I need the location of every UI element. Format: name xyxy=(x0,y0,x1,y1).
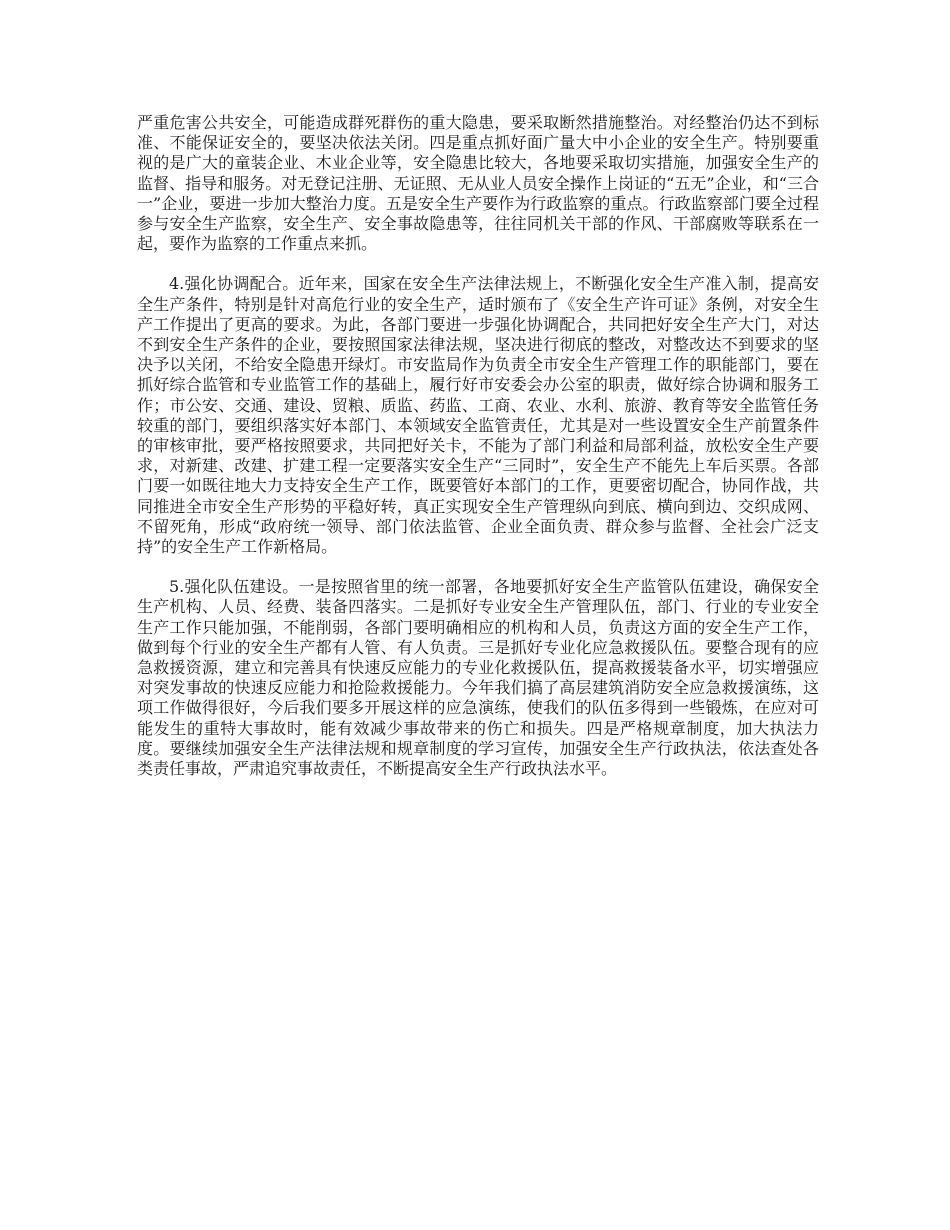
paragraph-team-building: 5.强化队伍建设。一是按照省里的统一部署，各地要抓好安全生产监管队伍建设，确保安全生产机构、人员、经费、装备四落实。二是抓好专业安全生产管理队伍，部门、行业的专业安全生产工作只能加强，不能削弱，各部门要明确相应的机构和人员，负责这方面的安全生产工作，做到每个行业的安全生产都有人管、有人负责。三是抓好专业化应急救援队伍。要整合现有的应急救援资源，建立和完善具有快速反应能力的专业化救援队伍，提高救援装备水平，切实增强应对突发事故的快速反应能力和抢险救援能力。今年我们搞了高层建筑消防安全应急救援演练，这项工作做得很好，今后我们要多开展这样的应急演练，使我们的队伍多得到一些锻炼，在应对可能发生的重特大事故时，能有效减少事故带来的伤亡和损失。四是严格规章制度，加大执法力度。要继续加强安全生产法律法规和规章制度的学习宣传，加强安全生产行政执法，依法查处各类责任事故，严肃追究事故责任，不断提高安全生产行政执法水平。 xyxy=(137,577,819,779)
paragraph-continuation: 严重危害公共安全，可能造成群死群伤的重大隐患，要采取断然措施整治。对经整治仍达不到标准、不能保证安全的，要坚决依法关闭。四是重点抓好面广量大中小企业的安全生产。特别要重视的是广大的童装企业、木业企业等，安全隐患比较大，各地要采取切实措施，加强安全生产的监督、指导和服务。对无登记注册、无证照、无从业人员安全操作上岗证的“五无”企业，和“三合一”企业，要进一步加大整治力度。五是安全生产要作为行政监察的重点。行政监察部门要全过程参与安全生产监察，安全生产、安全事故隐患等，往往同机关干部的作风、干部腐败等联系在一起，要作为监察的工作重点来抓。 xyxy=(137,113,819,254)
paragraph-coordination: 4.强化协调配合。近年来，国家在安全生产法律法规上，不断强化安全生产准入制，提高安全生产条件，特别是针对高危行业的安全生产，适时颁布了《安全生产许可证》条例，对安全生产工作提出了更高的要求。为此，各部门要进一步强化协调配合，共同把好安全生产大门，对达不到安全生产条件的企业，要按照国家法律法规，坚决进行彻底的整改，对整改达不到要求的坚决予以关闭，不给安全隐患开绿灯。市安监局作为负责全市安全生产管理工作的职能部门，要在抓好综合监管和专业监管工作的基础上，履行好市安委会办公室的职责，做好综合协调和服务工作；市公安、交通、建设、贸粮、质监、药监、工商、农业、水利、旅游、教育等安全监管任务较重的部门，要组织落实好本部门、本领域安全监管责任，尤其是对一些设置安全生产前置条件的审核审批，要严格按照要求，共同把好关卡，不能为了部门利益和局部利益，放松安全生产要求，对新建、改建、扩建工程一定要落实安全生产“三同时”，安全生产不能先上车后买票。各部门要一如既往地大力支持安全生产工作，既要管好本部门的工作，更要密切配合，协同作战，共同推进全市安全生产形势的平稳好转，真正实现安全生产管理纵向到底、横向到边、交织成网、不留死角，形成“政府统一领导、部门依法监管、企业全面负责、群众参与监督、全社会广泛支持”的安全生产工作新格局。 xyxy=(137,274,819,557)
document-body xyxy=(137,113,819,799)
